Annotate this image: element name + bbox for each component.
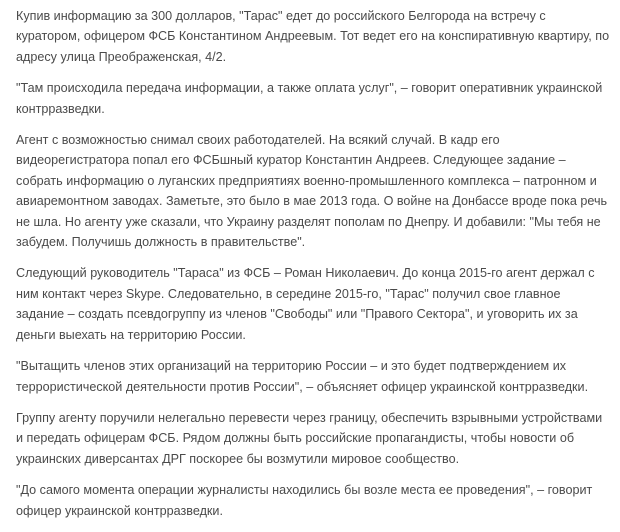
article-paragraph-3: Агент с возможностью снимал своих работодателей. На всякий случай. В кадр его видеорегистратора попал его ФСБшный куратор Константин Андреев. Следующее задание – собрать информацию о луганских предприятиях военно-промышленного комплекса – патронном и авиаремонтном заводах. Заметьте, это было в мае 2013 года. О войне на Донбассе вроде пока речь не шла. Но агенту уже сказали, что Украину разделят пополам по Днепру. И добавили: "Мы тебя не забудем. Получишь должность в правительстве".	[16, 133, 608, 250]
article-paragraph-6: Группу агенту поручили нелегально перевести через границу, обеспечить взрывными устройствами и передать офицерам ФСБ. Рядом должны быть российские пропагандисты, чтобы новости об украинских диверсантах ДРГ поскорее бы возмутили мировое сообщество.	[16, 410, 603, 466]
article-paragraph-5: "Вытащить членов этих организаций на территорию России – и это будет подтверждением их террористической деятельности против России", – объясняет офицер украинской контрразведки.	[16, 359, 589, 394]
article-paragraph-7: "До самого момента операции журналисты находились бы возле места ее проведения", – говорит офицер украинской контрразведки.	[16, 483, 593, 518]
article-paragraph-2: "Там происходила передача информации, а также оплата услуг", – говорит оперативник украинской контрразведки.	[16, 81, 603, 116]
article-body	[16, 6, 612, 532]
article-paragraph-1: Купив информацию за 300 долларов, "Тарас" едет до российского Белгорода на встречу с куратором, офицером ФСБ Константином Андреевым. Тот ведет его на конспиративную квартиру, по адресу улица Преображенская, 4/2.	[16, 9, 610, 64]
article-paragraph-4: Следующий руководитель "Тараса" из ФСБ – Роман Николаевич. До конца 2015-го агент держал с ним контакт через Skype. Следовательно, в середине 2015-го, "Тарас" получил свое главное задание – создать псевдогруппу из членов "Свободы" или "Правого Сектора", и уговорить их за деньги выехать на территорию России.	[16, 266, 595, 342]
